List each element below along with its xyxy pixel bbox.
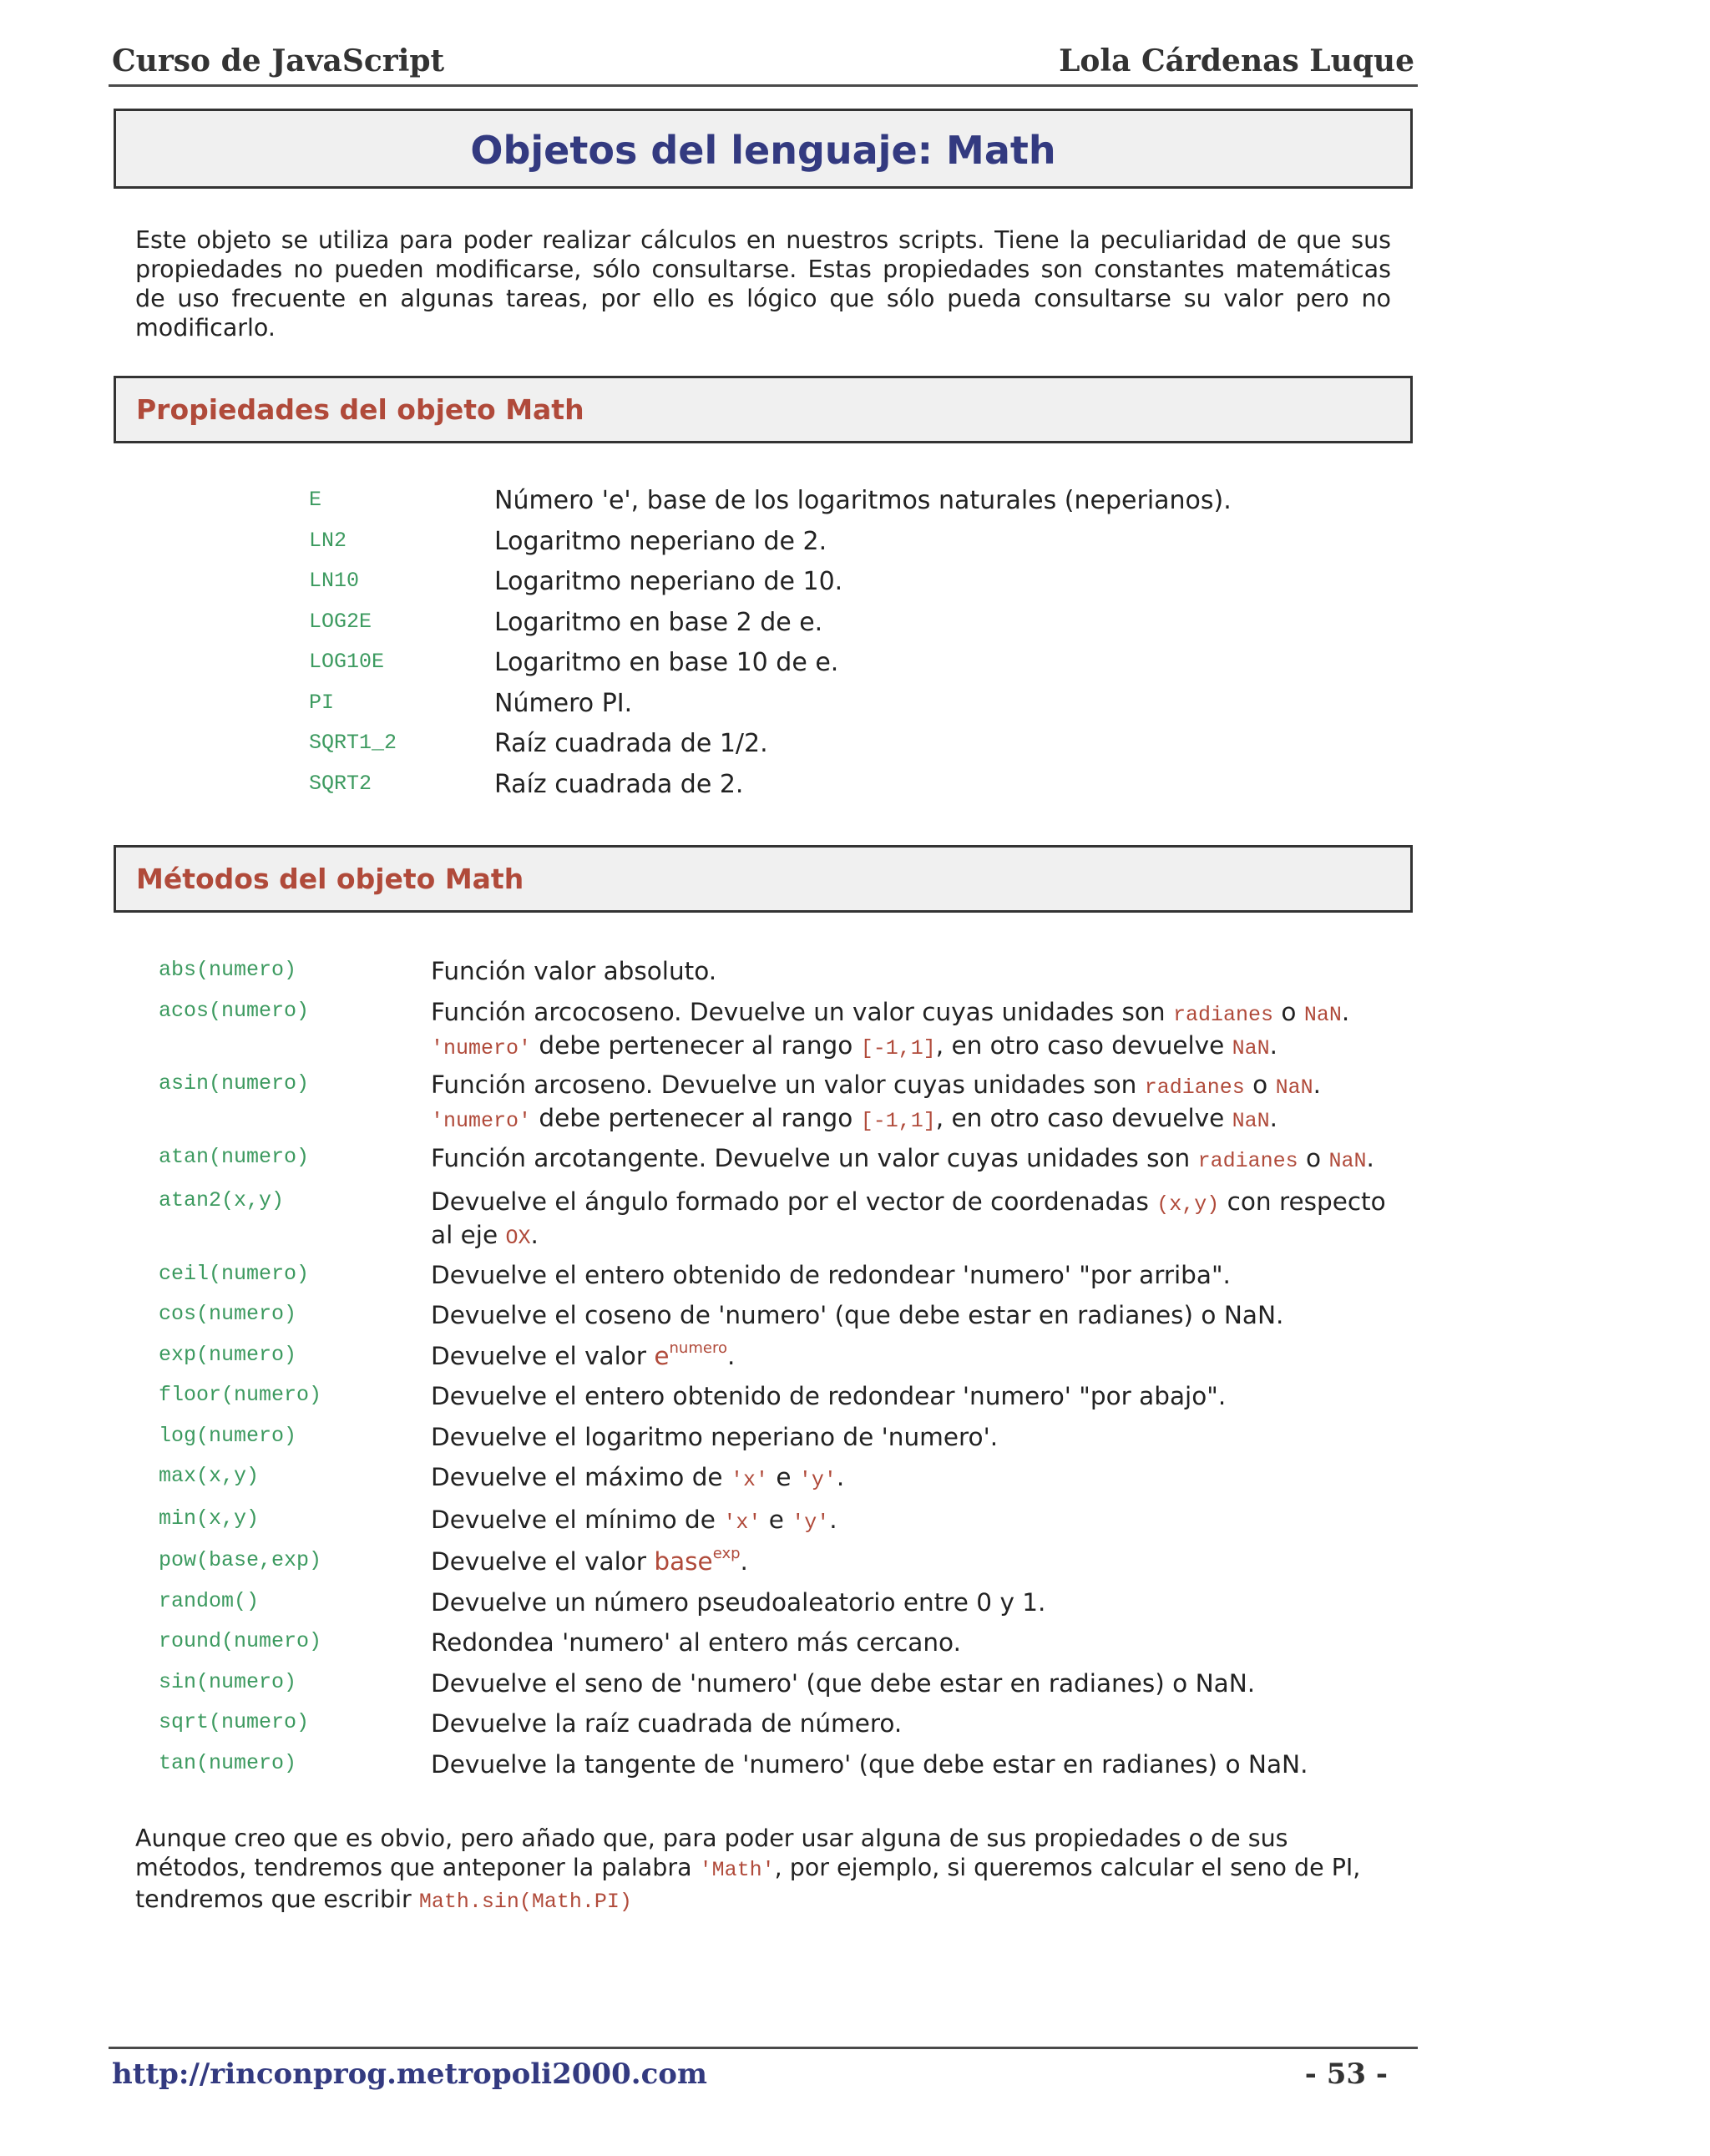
page-title: Objetos del lenguaje: Math bbox=[470, 128, 1056, 173]
property-name: LOG10E bbox=[309, 650, 385, 674]
method-desc: Función arcocoseno. Devuelve un valor cuyas unidades son radianes o NaN. 'numero' debe pertenecer al rango [-1,1], en otro caso devuelve NaN. bbox=[431, 997, 1350, 1060]
method-row bbox=[159, 1749, 1394, 1790]
property-name: PI bbox=[309, 690, 335, 715]
method-desc: Devuelve el logaritmo neperiano de 'numero'. bbox=[431, 1422, 999, 1451]
property-desc: Número 'e', base de los logaritmos naturales (neperianos). bbox=[494, 486, 1232, 515]
method-row bbox=[159, 1143, 1394, 1187]
method-row bbox=[159, 1341, 1394, 1382]
property-desc: Logaritmo en base 2 de e. bbox=[494, 607, 823, 637]
method-desc: Devuelve el valor $e^{numero}$. bbox=[431, 1339, 736, 1370]
method-desc: Devuelve el ángulo formado por el vector de coordenadas (x,y) con respecto al eje OX. bbox=[431, 1187, 1386, 1250]
method-row bbox=[159, 1070, 1394, 1143]
methods-list bbox=[159, 956, 1394, 1789]
method-desc: Devuelve el entero obtenido de redondear 'numero' "por abajo". bbox=[431, 1382, 1227, 1410]
method-row bbox=[159, 1381, 1394, 1422]
properties-list bbox=[309, 486, 1311, 810]
course-title: Curso de JavaScript bbox=[112, 43, 445, 78]
method-name: asin(numero) bbox=[159, 1071, 310, 1096]
method-desc: Función valor absoluto. bbox=[431, 957, 717, 985]
method-name: sqrt(numero) bbox=[159, 1710, 310, 1734]
method-desc: Función arcotangente. Devuelve un valor cuyas unidades son radianes o NaN. bbox=[431, 1143, 1374, 1173]
property-name: SQRT1_2 bbox=[309, 731, 397, 755]
method-row bbox=[159, 1187, 1394, 1260]
method-row bbox=[159, 1260, 1394, 1301]
property-row bbox=[309, 770, 1311, 811]
property-desc: Logaritmo en base 10 de e. bbox=[494, 648, 839, 677]
method-desc: Función arcoseno. Devuelve un valor cuyas unidades son radianes o NaN. 'numero' debe pertenecer al rango [-1,1], en otro caso devuelve NaN. bbox=[431, 1070, 1321, 1133]
property-desc: Raíz cuadrada de 2. bbox=[494, 769, 744, 799]
method-name: atan2(x,y) bbox=[159, 1187, 285, 1212]
method-desc: Devuelve el entero obtenido de redondear 'numero' "por arriba". bbox=[431, 1260, 1231, 1289]
property-name: SQRT2 bbox=[309, 771, 372, 796]
property-desc: Logaritmo neperiano de 2. bbox=[494, 526, 827, 556]
method-row bbox=[159, 997, 1394, 1070]
title-box bbox=[114, 109, 1413, 189]
method-name: max(x,y) bbox=[159, 1464, 260, 1488]
property-name: LOG2E bbox=[309, 609, 372, 634]
method-name: min(x,y) bbox=[159, 1506, 260, 1531]
page-header bbox=[109, 42, 1418, 87]
method-name: floor(numero) bbox=[159, 1383, 322, 1407]
method-name: round(numero) bbox=[159, 1629, 322, 1653]
method-name: pow(base,exp) bbox=[159, 1548, 322, 1572]
method-row bbox=[159, 1668, 1394, 1709]
method-row bbox=[159, 1505, 1394, 1547]
method-name: atan(numero) bbox=[159, 1144, 310, 1169]
footer-url: http://rinconprog.metropoli2000.com bbox=[112, 2057, 707, 2091]
method-name: exp(numero) bbox=[159, 1342, 297, 1367]
method-name: ceil(numero) bbox=[159, 1261, 310, 1286]
property-row bbox=[309, 608, 1311, 649]
method-row bbox=[159, 1300, 1394, 1341]
method-name: sin(numero) bbox=[159, 1669, 297, 1694]
method-name: log(numero) bbox=[159, 1423, 297, 1448]
method-row bbox=[159, 1627, 1394, 1668]
method-name: abs(numero) bbox=[159, 958, 297, 982]
property-name: LN10 bbox=[309, 569, 360, 593]
method-row bbox=[159, 1587, 1394, 1628]
method-name: tan(numero) bbox=[159, 1750, 297, 1775]
property-row bbox=[309, 729, 1311, 770]
method-row bbox=[159, 956, 1394, 997]
code-example: Math.sin(Math.PI) bbox=[418, 1890, 632, 1914]
method-name: cos(numero) bbox=[159, 1302, 297, 1326]
property-row bbox=[309, 648, 1311, 689]
properties-heading-box bbox=[114, 376, 1413, 443]
method-row bbox=[159, 1546, 1394, 1587]
page-footer bbox=[109, 2047, 1418, 2105]
methods-heading: Métodos del objeto Math bbox=[136, 863, 524, 895]
method-desc: Devuelve el mínimo de 'x' e 'y'. bbox=[431, 1505, 837, 1535]
page-number: - 53 - bbox=[1304, 2057, 1388, 2091]
method-row bbox=[159, 1422, 1394, 1463]
properties-heading: Propiedades del objeto Math bbox=[136, 393, 584, 426]
property-row bbox=[309, 567, 1311, 608]
outro-paragraph: Aunque creo que es obvio, pero añado que, para poder usar alguna de sus propiedades o de sus métodos, tendremos que anteponer la palabra 'Math', por ejemplo, si queremos calcular el seno de PI, tendremos que escribir Math.sin(Math.PI) bbox=[135, 1825, 1361, 1914]
property-row bbox=[309, 527, 1311, 568]
method-desc: Devuelve la tangente de 'numero' (que debe estar en radianes) o NaN. bbox=[431, 1749, 1308, 1779]
method-name: acos(numero) bbox=[159, 998, 310, 1023]
method-desc: Redondea 'numero' al entero más cercano. bbox=[431, 1628, 961, 1657]
author-name: Lola Cárdenas Luque bbox=[1059, 43, 1414, 78]
method-row bbox=[159, 1462, 1394, 1505]
property-name: LN2 bbox=[309, 528, 347, 553]
property-desc: Logaritmo neperiano de 10. bbox=[494, 567, 843, 596]
code-math-word: 'Math' bbox=[699, 1858, 775, 1882]
method-name: random() bbox=[159, 1588, 260, 1613]
property-desc: Raíz cuadrada de 1/2. bbox=[494, 729, 768, 758]
property-row bbox=[309, 486, 1311, 527]
method-desc: Devuelve el valor base$^{exp}$. bbox=[431, 1545, 748, 1576]
method-desc: Devuelve el máximo de 'x' e 'y'. bbox=[431, 1463, 845, 1492]
property-name: E bbox=[309, 488, 322, 512]
method-desc: Devuelve el coseno de 'numero' (que debe estar en radianes) o NaN. bbox=[431, 1301, 1284, 1329]
method-desc: Devuelve el seno de 'numero' (que debe estar en radianes) o NaN. bbox=[431, 1668, 1256, 1698]
method-desc: Devuelve la raíz cuadrada de número. bbox=[431, 1709, 903, 1738]
property-row bbox=[309, 689, 1311, 730]
method-row bbox=[159, 1708, 1394, 1749]
method-desc: Devuelve un número pseudoaleatorio entre 0 y 1. bbox=[431, 1587, 1046, 1617]
property-desc: Número PI. bbox=[494, 688, 633, 718]
intro-paragraph: Este objeto se utiliza para poder realizar cálculos en nuestros scripts. Tiene la peculiaridad de que sus propiedades no pueden modificarse, sólo consultarse. Estas propiedades son constantes matemáticas de uso frecuente en algunas tareas, por ello es lógico que sólo pueda consultarse su valor pero no modificarlo. bbox=[135, 226, 1391, 342]
methods-heading-box bbox=[114, 845, 1413, 913]
